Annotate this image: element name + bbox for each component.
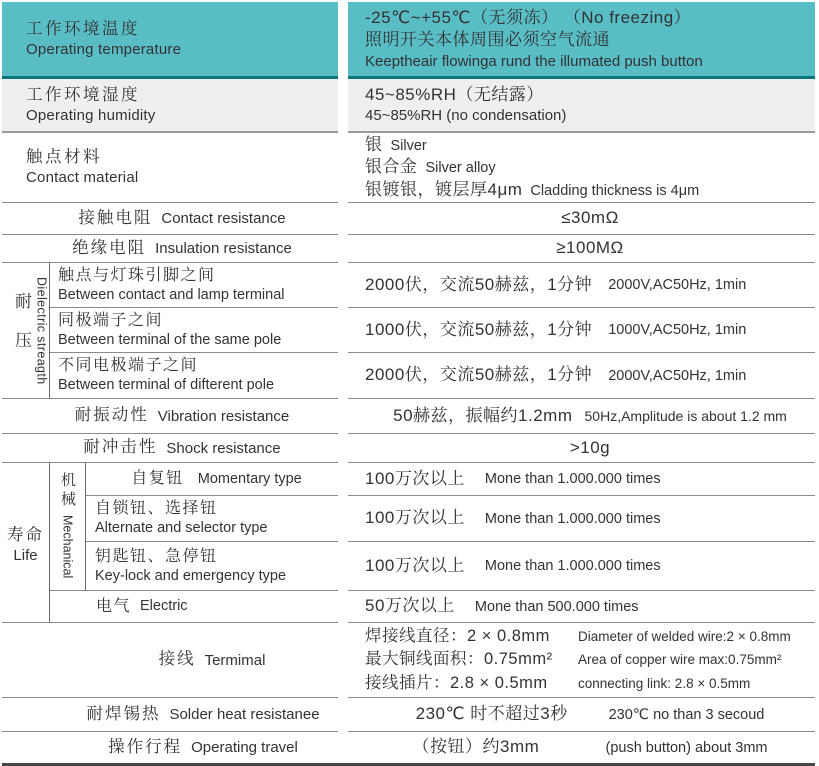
- label-en: Between terminal of the same pole: [58, 331, 282, 348]
- label-zh: 工作环境湿度: [26, 85, 140, 104]
- row-dielectric-contact-lamp: [50, 263, 815, 308]
- value-zh: （按钮）约3mm: [412, 737, 540, 757]
- row-dielectric-same-pole: [50, 308, 815, 353]
- value-zh: 银镀银，镀层厚4μm: [365, 179, 523, 199]
- label-zh: 工作环境温度: [26, 19, 140, 38]
- column-gap: [338, 79, 348, 133]
- value-en: 1000V,AC50Hz, 1min: [608, 322, 747, 338]
- value-line: Keeptheair flowinga rund the illumated push button: [365, 52, 703, 70]
- value: ≤30mΩ: [561, 208, 619, 228]
- group-label-life: [2, 463, 50, 623]
- value-zh: 焊接线直径：2 × 0.8mm: [365, 626, 550, 645]
- cell-value-operating-humidity: [348, 79, 815, 133]
- group-label-zh: 寿命: [7, 526, 44, 544]
- column-gap: [338, 2, 348, 79]
- cell-sublabel: [86, 496, 338, 542]
- column-gap: [338, 434, 348, 463]
- label-en: Key-lock and emergency type: [95, 567, 287, 584]
- row-operating-humidity: [2, 79, 815, 133]
- cell-label-operating-temperature: [2, 2, 338, 79]
- cell-value: [348, 263, 815, 308]
- label-zh: 钥匙钮、急停钮: [95, 547, 218, 565]
- value-zh: 100万次以上: [365, 468, 465, 488]
- cell-value-terminal: [348, 623, 815, 698]
- value-line: 45~85%RH（无结露）: [365, 84, 544, 104]
- value: ≥100MΩ: [556, 238, 624, 258]
- cell-value: [348, 353, 815, 399]
- cell-value-vibration: [348, 399, 815, 434]
- label-en: Operating temperature: [26, 40, 182, 58]
- value-en: Area of copper wire max:0.75mm²: [578, 652, 782, 668]
- group-label-dielectric: [2, 263, 50, 399]
- value-zh: 接线插片：2.8 × 0.5mm: [365, 673, 548, 692]
- cell-value-shock: [348, 434, 815, 463]
- row-contact-resistance: [2, 203, 815, 235]
- group-label-en: Life: [13, 547, 38, 564]
- cell-value-contact-material: [348, 133, 815, 203]
- column-gap: [338, 235, 348, 263]
- value-en: Mone than 500.000 times: [474, 598, 639, 615]
- cell-sublabel: [50, 308, 338, 353]
- cell-value-operating-temperature: [348, 2, 815, 79]
- cell-sublabel: [50, 263, 338, 308]
- cell-value-solder: [348, 698, 815, 732]
- label-en: Insulation resistance: [155, 240, 292, 257]
- row-life-electric: [50, 591, 815, 623]
- label-zh: 电气: [96, 597, 132, 615]
- label-zh: 绝缘电阻: [72, 238, 147, 257]
- cell-value-travel: [348, 732, 815, 763]
- column-gap: [338, 623, 348, 698]
- row-operating-temperature: [2, 2, 815, 79]
- label-zh: 触点与灯珠引脚之间: [58, 266, 216, 284]
- value-zh: 银: [365, 134, 383, 154]
- value-line: [365, 672, 815, 695]
- row-terminal: [2, 623, 815, 698]
- cell-value: [348, 463, 815, 496]
- label-zh: 耐振动性: [74, 406, 149, 425]
- label-en: Electric: [140, 598, 188, 615]
- column-gap: [338, 591, 348, 623]
- value-en: Silver: [390, 137, 427, 154]
- label-en: Operating humidity: [26, 106, 156, 124]
- label-zh: 耐焊锡热: [86, 704, 161, 723]
- column-gap: [338, 263, 348, 308]
- label-en: Contact material: [26, 169, 139, 187]
- cell-value: [348, 496, 815, 542]
- group-life: [2, 463, 815, 623]
- column-gap: [338, 732, 348, 763]
- value-en: 230℃ no than 3 secoud: [608, 706, 765, 723]
- value-en: Diameter of welded wire:2 × 0.8mm: [578, 628, 791, 644]
- column-gap: [338, 353, 348, 399]
- value-line: [365, 134, 815, 156]
- column-gap: [338, 496, 348, 542]
- value-line: [365, 648, 815, 671]
- cell-sublabel: [86, 463, 338, 496]
- label-zh: 不同电极端子之间: [58, 357, 199, 375]
- value-line: [365, 625, 815, 648]
- value-zh: 100万次以上: [365, 555, 465, 575]
- group-label-zh: 耐压: [12, 291, 31, 370]
- cell-label-operating-humidity: [2, 79, 338, 133]
- column-gap: [338, 399, 348, 434]
- value-en: Mone than 1.000.000 times: [484, 558, 661, 574]
- value-zh: 最大铜线面积：0.75mm²: [365, 650, 553, 669]
- cell-label-solder: [2, 698, 338, 732]
- row-insulation-resistance: [2, 235, 815, 263]
- mechanical-subrows: [86, 463, 815, 591]
- cell-sublabel: [50, 591, 338, 623]
- value-en: 2000V,AC50Hz, 1min: [608, 277, 747, 293]
- label-en: Shock resistance: [166, 439, 281, 457]
- mechanical-label-zh: 机械: [59, 472, 76, 510]
- label-zh: 接线: [158, 650, 196, 669]
- cell-label-travel: [2, 732, 338, 763]
- cell-sublabel: [86, 542, 338, 591]
- label-zh: 同极端子之间: [58, 311, 164, 329]
- cell-value: [348, 542, 815, 591]
- dielectric-subrows: [50, 263, 815, 399]
- label-en: Vibration resistance: [157, 407, 290, 425]
- value-en: 50Hz,Amplitude is about 1.2 mm: [584, 408, 787, 424]
- cell-value-contact-resistance: [348, 203, 815, 235]
- label-en: Between terminal of difterent pole: [58, 377, 275, 394]
- row-life-momentary: [86, 463, 815, 496]
- column-gap: [338, 133, 348, 203]
- row-solder-heat-resistance: [2, 698, 815, 732]
- row-vibration-resistance: [2, 399, 815, 434]
- label-zh: 自锁钮、选择钮: [95, 500, 218, 518]
- specification-table: [2, 2, 815, 766]
- row-life-alternate-selector: [86, 496, 815, 542]
- value-en: (push button) about 3mm: [605, 739, 768, 756]
- label-en: Alternate and selector type: [95, 520, 268, 537]
- label-zh: 接触电阻: [78, 208, 153, 227]
- row-life-keylock-emergency: [86, 542, 815, 591]
- value-en: 2000V,AC50Hz, 1min: [608, 367, 747, 384]
- value-en: Cladding thickness is 4μm: [530, 182, 700, 199]
- row-shock-resistance: [2, 434, 815, 463]
- row-contact-material: [2, 133, 815, 203]
- group-label-mechanical: [50, 463, 86, 591]
- value-zh: 230℃ 时不超过3秒: [415, 704, 568, 724]
- label-en: Solder heat resistanee: [169, 706, 320, 723]
- life-body: [50, 463, 815, 623]
- value-zh: 50万次以上: [365, 596, 455, 616]
- cell-value: [348, 308, 815, 353]
- value-en: Mone than 1.000.000 times: [484, 471, 661, 487]
- value-line: 照明开关本体周围必须空气流通: [365, 30, 610, 50]
- cell-label-shock: [2, 434, 338, 463]
- value-zh: 2000伏，交流50赫兹，1分钟: [365, 274, 593, 294]
- value-zh: 2000伏，交流50赫兹，1分钟: [365, 365, 593, 385]
- label-zh: 自复钮: [131, 470, 184, 487]
- column-gap: [338, 203, 348, 235]
- value: >10g: [569, 437, 611, 457]
- value-en: connecting link: 2.8 × 0.5mm: [578, 675, 751, 691]
- value-line: [365, 156, 815, 178]
- cell-value: [348, 591, 815, 623]
- label-en: Momentary type: [197, 470, 302, 487]
- label-en: Termimal: [204, 651, 266, 669]
- cell-value-insulation-resistance: [348, 235, 815, 263]
- value-zh: 1000伏，交流50赫兹，1分钟: [365, 319, 593, 339]
- column-gap: [338, 463, 348, 496]
- column-gap: [338, 698, 348, 732]
- cell-label-vibration: [2, 399, 338, 434]
- row-operating-travel: [2, 732, 815, 763]
- group-dielectric-strength: [2, 263, 815, 399]
- value-line: [365, 179, 815, 201]
- label-en: Between contact and lamp terminal: [58, 286, 285, 303]
- value-zh: 50赫兹，振幅约1.2mm: [393, 405, 573, 425]
- value-line: 45~85%RH (no condensation): [365, 107, 567, 125]
- label-en: Contact resistance: [161, 210, 286, 227]
- column-gap: [338, 308, 348, 353]
- label-zh: 触点材料: [26, 148, 102, 167]
- value-en: Silver alloy: [425, 160, 496, 177]
- cell-label-terminal: [2, 623, 338, 698]
- value-zh: 100万次以上: [365, 508, 465, 528]
- group-label-en-rotated: Dielectric streagth: [34, 276, 49, 385]
- value-zh: 银合金: [365, 157, 418, 177]
- cell-label-contact-resistance: [2, 203, 338, 235]
- value-en: Mone than 1.000.000 times: [484, 510, 661, 527]
- value-line: -25℃~+55℃（无须冻） （No freezing）: [365, 7, 692, 27]
- label-zh: 操作行程: [108, 737, 183, 756]
- mechanical-label-en-rotated: Mechanical: [60, 515, 75, 579]
- label-zh: 耐冲击性: [83, 438, 158, 457]
- label-en: Operating travel: [191, 739, 298, 756]
- cell-sublabel: [50, 353, 338, 399]
- row-dielectric-different-pole: [50, 353, 815, 399]
- cell-label-insulation-resistance: [2, 235, 338, 263]
- column-gap: [338, 542, 348, 591]
- cell-label-contact-material: [2, 133, 338, 203]
- life-mechanical-section: [50, 463, 815, 591]
